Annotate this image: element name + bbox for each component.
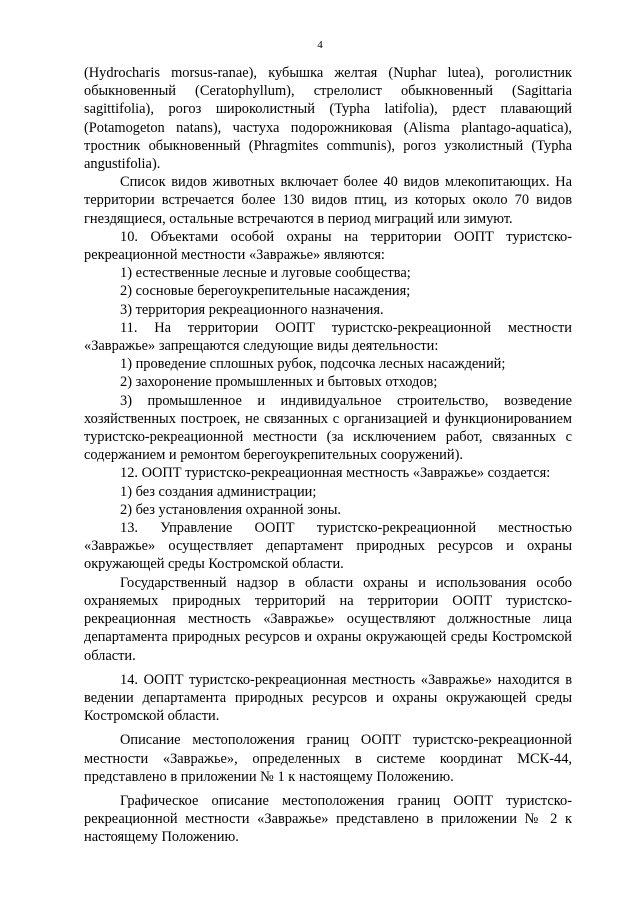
document-body [84,64,572,847]
list-item-12-2: 2) без установления охранной зоны. [120,501,341,518]
list-item-11-3: 3) промышленное и индивидуальное строительство, возведение хозяйственных построек, не связанных с организацией и функционированием туристско-рекреационной местности (за исключением работ, связанных с содержанием и ремонтом берегоукрепительных сооружений). [84,392,572,464]
list-item-11-1: 1) проведение сплошных рубок, подсочка лесных насаждений; [120,356,506,373]
paragraph-plant-species-continued: (Hydrocharis morsus-ranae), кубышка желтая (Nuphar lutea), роголистник обыкновенный (Ceratophyllum), стрелолист обыкновенный (Sagittaria sagittifolia), рогоз широколистный (Typha latifolia), рдест плавающий (Potamogeton natans), частуха подорожниковая (Alisma plantago-aquatica), тростник обыкновенный (Phragmites communis), рогоз узколистный (Typha angustifolia). [84,65,572,173]
paragraph-state-supervision: Государственный надзор в области охраны и использования особо охраняемых природных территорий на территории ООПТ туристско-рекреационная местность «Завражье» осуществляют должностные лица департамента природных ресурсов и охраны окружающей среды Костромской области. [84,574,572,664]
paragraph-section-12: 12. ООПТ туристско-рекреационная местность «Завражье» создается: [120,465,551,482]
paragraph-section-14: 14. ООПТ туристско-рекреационная местность «Завражье» находится в ведении департамента природных ресурсов и охраны окружающей среды Костромской области. [84,671,572,725]
paragraph-boundary-description: Описание местоположения границ ООПТ туристско-рекреационной местности «Завражье», определенных в системе координат МСК-44, представлено в приложении № 1 к настоящему Положению. [84,732,572,785]
list-item-11-2: 2) захоронение промышленных и бытовых отходов; [120,374,438,391]
list-item-10-1: 1) естественные лесные и луговые сообщества; [120,265,411,282]
paragraph-graphic-description: Графическое описание местоположения границ ООПТ туристско-рекреационной местности «Завражье» представлено в приложении № 2 к настоящему Положению. [84,792,572,846]
paragraph-section-13: 13. Управление ООПТ туристско-рекреационной местностью «Завражье» осуществляет департамент природных ресурсов и охраны окружающей среды Костромской области. [84,520,572,573]
list-item-12-1: 1) без создания администрации; [120,483,317,500]
paragraph-section-10: 10. Объектами особой охраны на территории ООПТ туристско-рекреационной местности «Завражье» являются: [84,228,572,264]
list-item-10-3: 3) территория рекреационного назначения. [120,301,384,318]
paragraph-animal-species: Список видов животных включает более 40 видов млекопитающих. На территории встречается более 130 видов птиц, из которых около 70 видов гнездящиеся, остальные встречаются в период миграций или зимуют. [84,174,572,227]
paragraph-section-11: 11. На территории ООПТ туристско-рекреационной местности «Завражье» запрещаются следующие виды деятельности: [84,319,572,355]
page-number: 4 [317,39,323,51]
list-item-10-2: 2) сосновые берегоукрепительные насаждения; [120,283,411,300]
